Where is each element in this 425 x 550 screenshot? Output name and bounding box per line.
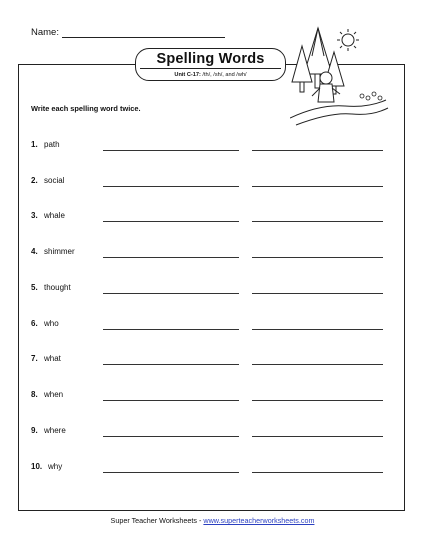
write-line-first[interactable]	[103, 364, 239, 365]
word-number: 6.	[31, 319, 38, 328]
word-number: 5.	[31, 283, 38, 292]
footer-separator: -	[198, 516, 202, 525]
spelling-word: whale	[44, 211, 65, 220]
spelling-word: what	[44, 354, 61, 363]
spelling-word: where	[44, 426, 66, 435]
title-divider	[140, 68, 281, 69]
write-line-first[interactable]	[103, 400, 239, 401]
flowers-icon	[360, 92, 382, 100]
footer	[0, 516, 425, 525]
spelling-word: why	[48, 462, 63, 471]
word-row	[31, 283, 391, 297]
word-row	[31, 426, 391, 440]
unit-label: Unit C-17:	[174, 72, 201, 78]
spelling-word: social	[44, 176, 65, 185]
write-line-second[interactable]	[252, 400, 383, 401]
word-row	[31, 176, 391, 190]
write-line-first[interactable]	[103, 436, 239, 437]
write-line-first[interactable]	[103, 293, 239, 294]
word-row	[31, 140, 391, 154]
word-row	[31, 211, 391, 225]
write-line-first[interactable]	[103, 221, 239, 222]
word-number: 4.	[31, 247, 38, 256]
sun-icon	[337, 29, 359, 51]
write-line-second[interactable]	[252, 472, 383, 473]
word-row	[31, 354, 391, 368]
word-number: 1.	[31, 140, 38, 149]
write-line-first[interactable]	[103, 472, 239, 473]
write-line-second[interactable]	[252, 436, 383, 437]
unit-sounds: /th/, /sh/, and /wh/	[202, 72, 247, 78]
word-number: 7.	[31, 354, 38, 363]
spelling-word: path	[44, 140, 60, 149]
write-line-second[interactable]	[252, 221, 383, 222]
word-number: 10.	[31, 462, 43, 471]
instructions-text: Write each spelling word twice.	[31, 104, 141, 113]
unit-subtitle	[136, 72, 285, 78]
word-row	[31, 462, 391, 476]
park-scene-illustration	[290, 26, 390, 126]
write-line-second[interactable]	[252, 293, 383, 294]
spelling-word: thought	[44, 283, 71, 292]
write-line-second[interactable]	[252, 364, 383, 365]
spelling-word: shimmer	[44, 247, 75, 256]
word-number: 8.	[31, 390, 38, 399]
write-line-first[interactable]	[103, 150, 239, 151]
write-line-second[interactable]	[252, 186, 383, 187]
worksheet-title: Spelling Words	[156, 51, 265, 67]
word-number: 9.	[31, 426, 38, 435]
pine-trees-icon	[292, 28, 344, 94]
write-line-first[interactable]	[103, 257, 239, 258]
word-row	[31, 390, 391, 404]
name-write-line[interactable]	[62, 28, 225, 38]
write-line-second[interactable]	[252, 329, 383, 330]
path-icon	[290, 100, 388, 125]
word-number: 2.	[31, 176, 38, 185]
name-label: Name:	[31, 27, 59, 38]
write-line-first[interactable]	[103, 329, 239, 330]
word-number: 3.	[31, 211, 38, 220]
spelling-word: who	[44, 319, 59, 328]
name-field-row	[31, 27, 225, 38]
footer-website-link[interactable]: www.superteacherworksheets.com	[203, 516, 315, 525]
write-line-first[interactable]	[103, 186, 239, 187]
title-badge	[135, 48, 286, 81]
write-line-second[interactable]	[252, 150, 383, 151]
word-row	[31, 247, 391, 261]
word-row	[31, 319, 391, 333]
write-line-second[interactable]	[252, 257, 383, 258]
spelling-word: when	[44, 390, 64, 399]
footer-site-name: Super Teacher Worksheets	[110, 516, 197, 525]
